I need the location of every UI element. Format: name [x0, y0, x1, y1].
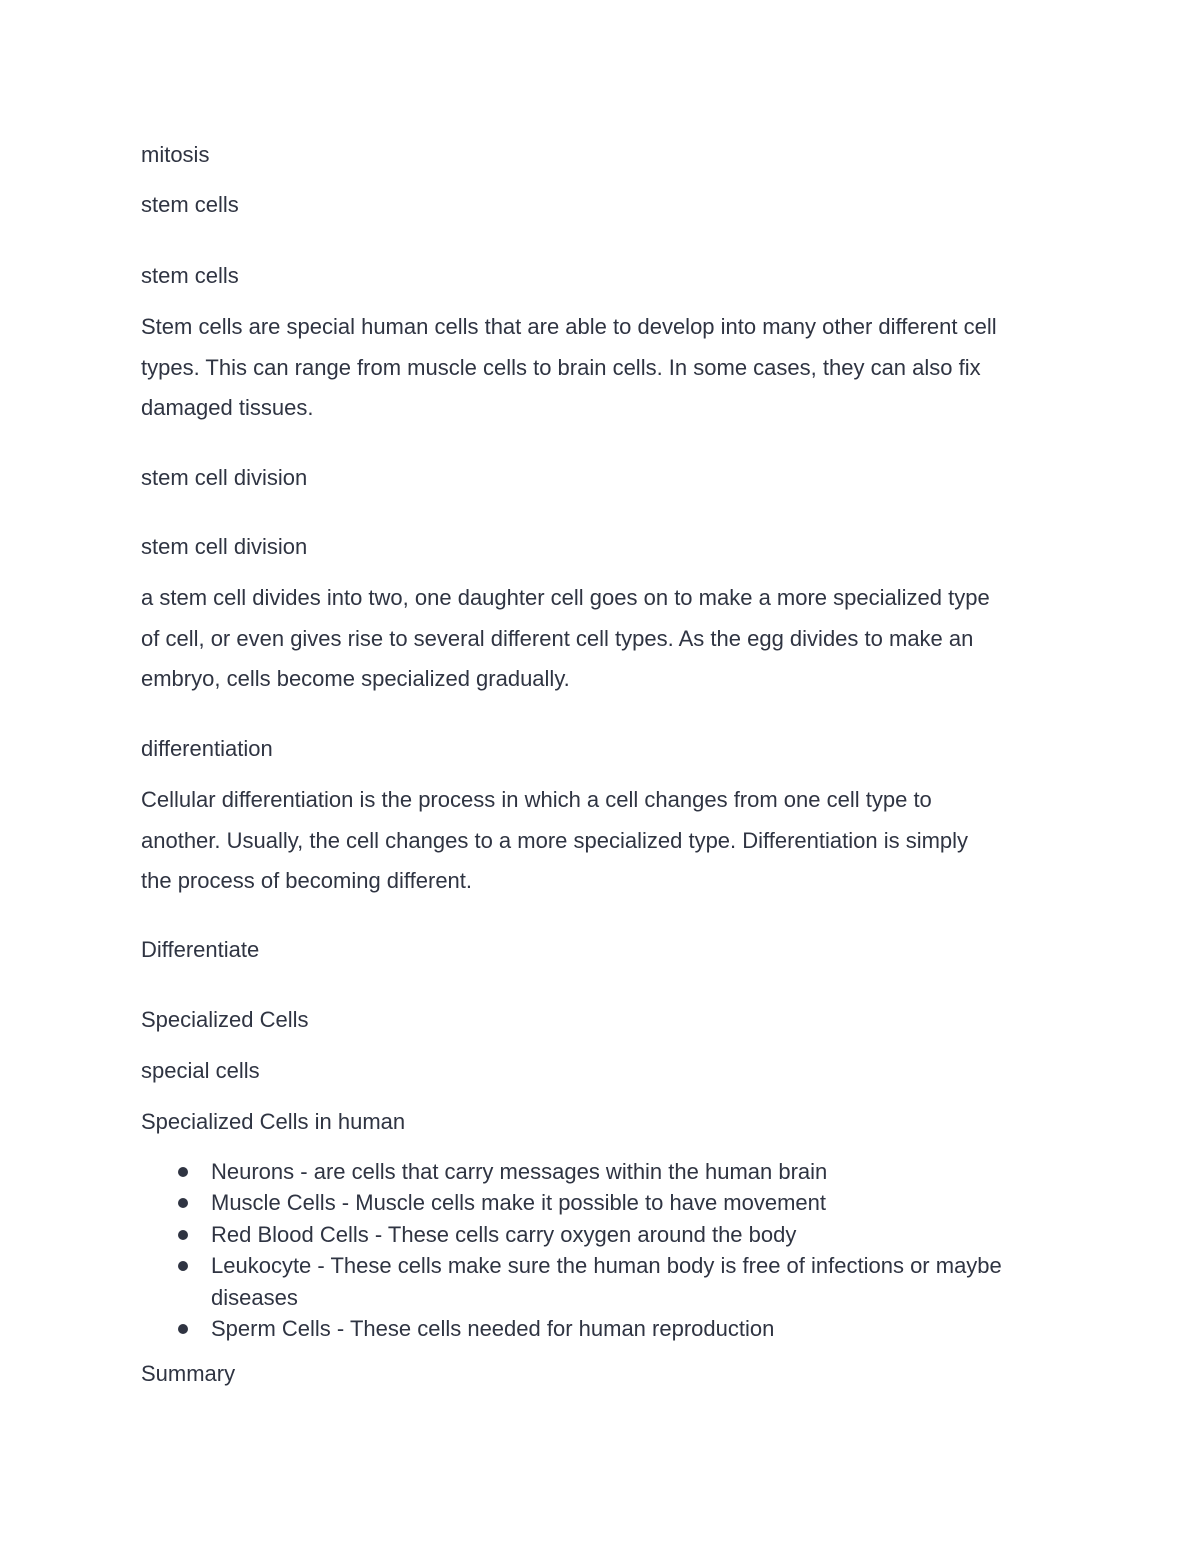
heading-mitosis: mitosis: [141, 142, 210, 167]
differentiation-paragraph: [141, 780, 1071, 902]
paragraph-line: Cellular differentiation is the process in which a cell changes from one cell type to: [141, 787, 932, 812]
list-item-text: Red Blood Cells - These cells carry oxygen around the body: [211, 1221, 797, 1247]
heading-stem-cell-division-repeat: stem cell division: [141, 534, 308, 559]
stem-cells-paragraph: [141, 307, 1071, 429]
heading-specialized-cells-in-human: Specialized Cells in human: [141, 1109, 406, 1134]
list-item-text: Sperm Cells - These cells needed for human reproduction: [211, 1316, 775, 1342]
heading-stem-cells-repeat: stem cells: [141, 263, 239, 288]
paragraph-line: types. This can range from muscle cells to brain cells. In some cases, they can also fix: [141, 354, 981, 380]
paragraph-line: damaged tissues.: [141, 395, 314, 420]
bullet-icon: [178, 1167, 188, 1177]
heading-specialized-cells: Specialized Cells: [141, 1007, 309, 1032]
specialized-cells-list: [141, 1156, 1071, 1344]
list-item: [141, 1187, 1071, 1218]
list-item: [141, 1156, 1071, 1187]
list-item-text: Muscle Cells - Muscle cells make it possible to have movement: [211, 1190, 827, 1216]
bullet-icon: [178, 1198, 188, 1208]
paragraph-line: a stem cell divides into two, one daughter cell goes on to make a more specialized type: [141, 585, 990, 610]
bullet-icon: [178, 1261, 188, 1271]
bullet-icon: [178, 1230, 188, 1240]
heading-summary: Summary: [141, 1361, 236, 1386]
paragraph-line: another. Usually, the cell changes to a more specialized type. Differentiation is simply: [141, 827, 969, 853]
heading-differentiate: Differentiate: [141, 937, 260, 962]
list-item-text: Neurons - are cells that carry messages within the human brain: [211, 1159, 828, 1184]
paragraph-line: Stem cells are special human cells that are able to develop into many other different cell: [141, 314, 997, 339]
paragraph-line: of cell, or even gives rise to several different cell types. As the egg divides to make an: [141, 625, 974, 651]
list-item: [141, 1250, 1071, 1313]
heading-stem-cell-division: stem cell division: [141, 465, 308, 490]
paragraph-line: embryo, cells become specialized gradually.: [141, 666, 570, 691]
list-item-text: Leukocyte - These cells make sure the human body is free of infections or maybe: [211, 1253, 1002, 1279]
list-item: [141, 1313, 1071, 1344]
list-item-text-continued: diseases: [211, 1284, 298, 1310]
paragraph-line: the process of becoming different.: [141, 868, 473, 893]
heading-differentiation: differentiation: [141, 736, 273, 761]
list-item: [141, 1219, 1071, 1250]
bullet-icon: [178, 1324, 188, 1334]
heading-stem-cells: stem cells: [141, 192, 239, 217]
heading-special-cells: special cells: [141, 1058, 260, 1083]
stem-cell-division-paragraph: [141, 578, 1071, 700]
